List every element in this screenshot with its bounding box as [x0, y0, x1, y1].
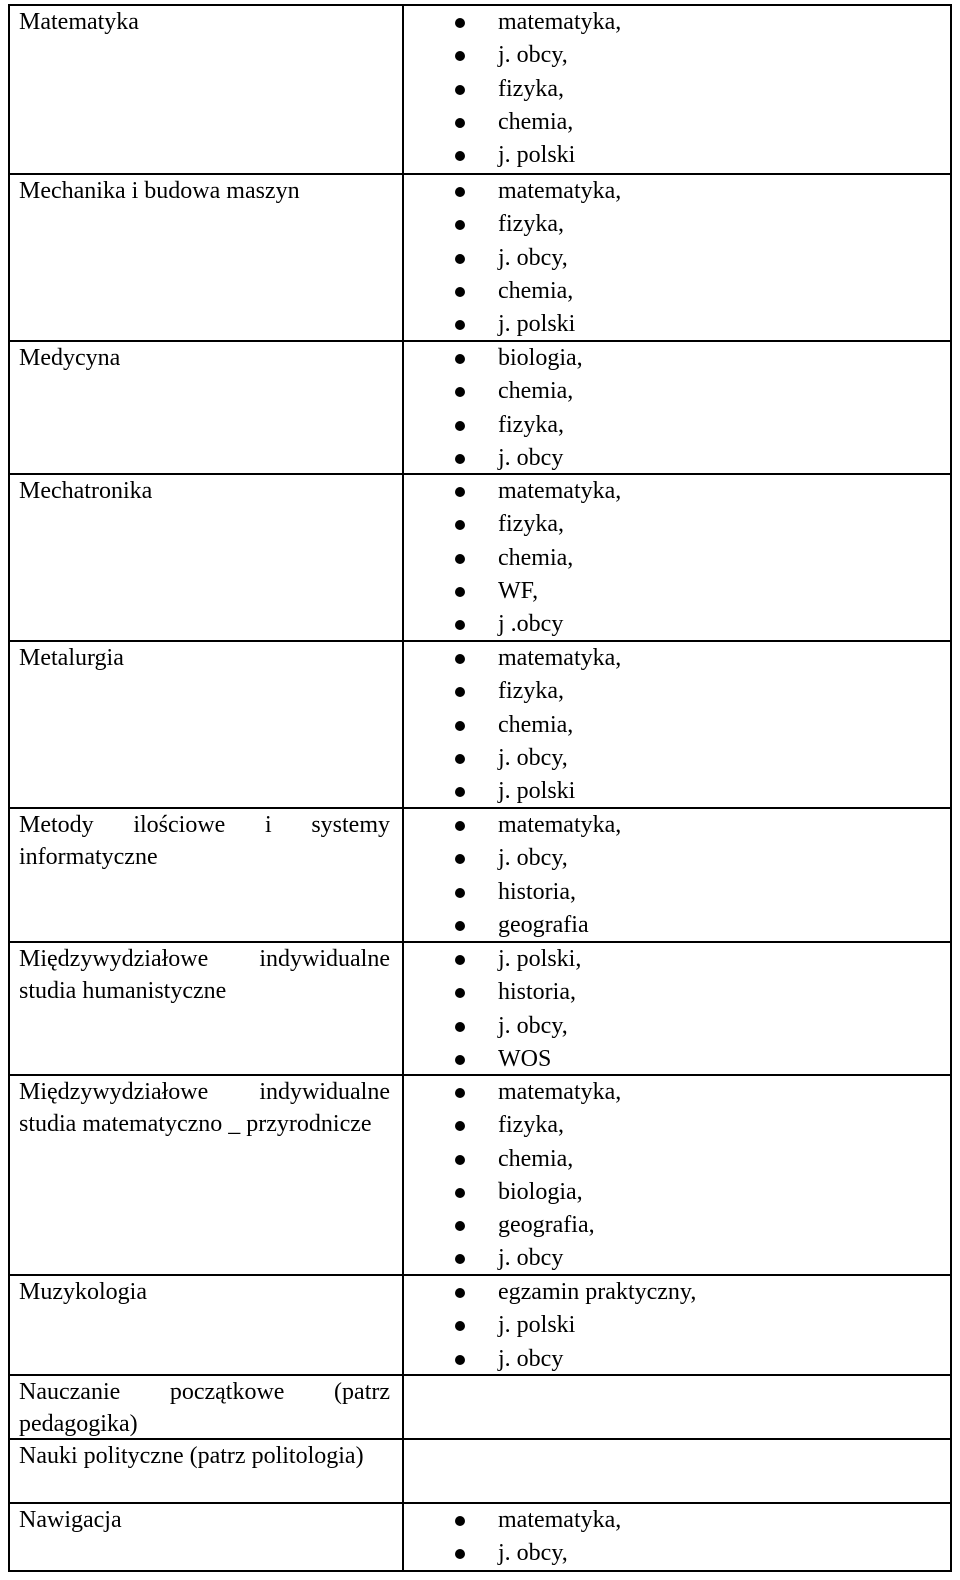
subject-label: fizyka,: [498, 211, 564, 238]
list-item: [404, 1343, 950, 1376]
list-item: [404, 1076, 950, 1109]
table-row: [10, 1374, 950, 1438]
bullet-icon: [455, 1549, 465, 1559]
bullet-icon: [455, 1355, 465, 1365]
bullet-icon: [455, 1088, 465, 1098]
subject-label: fizyka,: [498, 75, 564, 102]
subject-label: j. obcy,: [498, 1540, 568, 1567]
bullet-icon: [455, 1055, 465, 1065]
field-name: Nauczanie początkowe (patrz pedagogika): [10, 1376, 404, 1438]
bullet-icon: [455, 787, 465, 797]
bullet-icon: [455, 587, 465, 597]
bullet-icon: [455, 988, 465, 998]
subjects-cell: [404, 1276, 950, 1374]
subjects-cell: [404, 1076, 950, 1274]
subject-list: [404, 1504, 950, 1571]
list-item: [404, 442, 950, 475]
subject-label: j. polski: [498, 778, 576, 805]
subject-label: j. polski: [498, 311, 576, 338]
list-item: [404, 608, 950, 641]
subject-label: fizyka,: [498, 411, 564, 438]
table-row: [10, 807, 950, 941]
field-name: Mechatronika: [10, 475, 404, 640]
table-row: [10, 473, 950, 640]
bullet-icon: [455, 320, 465, 330]
subject-label: matematyka,: [498, 9, 622, 35]
subject-list: [404, 1276, 950, 1376]
subject-label: fizyka,: [498, 1112, 564, 1139]
bullet-icon: [455, 1022, 465, 1032]
subject-label: WOS: [498, 1045, 552, 1072]
list-item: [404, 709, 950, 742]
list-item: [404, 642, 950, 675]
field-name: Międzywydziałowe indywidualne studia matematyczno _ przyrodnicze: [10, 1076, 404, 1274]
list-item: [404, 742, 950, 775]
list-item: [404, 775, 950, 808]
list-item: [404, 1143, 950, 1176]
field-name: Międzywydziałowe indywidualne studia humanistyczne: [10, 943, 404, 1074]
subject-label: j. obcy,: [498, 1012, 568, 1039]
table-row: [10, 340, 950, 473]
subjects-cell: [404, 475, 950, 640]
bullet-icon: [455, 354, 465, 364]
bullet-icon: [455, 1516, 465, 1526]
list-item: [404, 175, 950, 208]
bullet-icon: [455, 85, 465, 95]
subject-label: chemia,: [498, 544, 574, 571]
subject-label: WF,: [498, 577, 539, 604]
subject-label: j .obcy: [498, 611, 564, 638]
field-name: Muzykologia: [10, 1276, 404, 1374]
subjects-cell: [404, 642, 950, 807]
field-name: Matematyka: [10, 6, 404, 173]
subject-label: historia,: [498, 878, 576, 905]
subject-label: matematyka,: [498, 178, 622, 204]
bullet-icon: [455, 187, 465, 197]
subject-label: geografia,: [498, 1212, 595, 1239]
subjects-cell: [404, 175, 950, 340]
subject-label: matematyka,: [498, 645, 622, 671]
bullet-icon: [455, 687, 465, 697]
list-item: [404, 208, 950, 241]
bullet-icon: [455, 921, 465, 931]
bullet-icon: [455, 118, 465, 128]
bullet-icon: [455, 1321, 465, 1331]
subject-label: matematyka,: [498, 1507, 622, 1533]
list-item: [404, 1242, 950, 1275]
list-item: [404, 39, 950, 72]
list-item: [404, 1504, 950, 1537]
table-row: [10, 1074, 950, 1274]
subject-label: j. obcy,: [498, 244, 568, 271]
list-item: [404, 575, 950, 608]
field-name: Nauki polityczne (patrz politologia): [10, 1440, 404, 1502]
list-item: [404, 6, 950, 39]
subject-list: [404, 642, 950, 808]
list-item: [404, 409, 950, 442]
table-row: [10, 173, 950, 340]
subject-label: chemia,: [498, 277, 574, 304]
subjects-cell: [404, 1376, 950, 1438]
list-item: [404, 1309, 950, 1342]
table-row: [10, 941, 950, 1074]
table-row: [10, 640, 950, 807]
subject-label: j. polski: [498, 1312, 576, 1339]
list-item: [404, 73, 950, 106]
list-item: [404, 1176, 950, 1209]
bullet-icon: [455, 955, 465, 965]
bullet-icon: [455, 1188, 465, 1198]
subject-list: [404, 809, 950, 942]
bullet-icon: [455, 454, 465, 464]
subject-label: chemia,: [498, 711, 574, 738]
subject-label: matematyka,: [498, 812, 622, 838]
list-item: [404, 242, 950, 275]
subject-label: biologia,: [498, 345, 583, 371]
list-item: [404, 375, 950, 408]
subject-label: j. obcy: [498, 1345, 564, 1372]
list-item: [404, 1209, 950, 1242]
list-item: [404, 842, 950, 875]
list-item: [404, 508, 950, 541]
bullet-icon: [455, 387, 465, 397]
bullet-icon: [455, 721, 465, 731]
list-item: [404, 876, 950, 909]
subject-label: j. obcy,: [498, 744, 568, 771]
bullet-icon: [455, 520, 465, 530]
bullet-icon: [455, 754, 465, 764]
subjects-cell: [404, 6, 950, 173]
subject-list: [404, 475, 950, 641]
table-row: [10, 1438, 950, 1502]
subject-label: j. obcy: [498, 1245, 564, 1272]
bullet-icon: [455, 1288, 465, 1298]
table-row: [10, 1274, 950, 1374]
bullet-icon: [455, 1121, 465, 1131]
table-row: [10, 6, 950, 173]
subject-list: [404, 1076, 950, 1276]
field-name: Mechanika i budowa maszyn: [10, 175, 404, 340]
list-item: [404, 1043, 950, 1076]
list-item: [404, 139, 950, 172]
bullet-icon: [455, 554, 465, 564]
subject-list: [404, 175, 950, 341]
field-name: Metalurgia: [10, 642, 404, 807]
subject-label: biologia,: [498, 1178, 583, 1205]
subject-list: [404, 943, 950, 1076]
subject-label: matematyka,: [498, 478, 622, 504]
bullet-icon: [455, 421, 465, 431]
bullet-icon: [455, 254, 465, 264]
bullet-icon: [455, 620, 465, 630]
admission-subjects-table: [8, 4, 952, 1572]
subject-label: j. polski: [498, 142, 576, 169]
subjects-cell: [404, 342, 950, 473]
subject-label: j. obcy: [498, 444, 564, 471]
list-item: [404, 542, 950, 575]
subject-label: fizyka,: [498, 511, 564, 538]
subjects-cell: [404, 809, 950, 941]
list-item: [404, 1276, 950, 1309]
table-row: [10, 1502, 950, 1570]
subjects-cell: [404, 943, 950, 1074]
list-item: [404, 675, 950, 708]
list-item: [404, 809, 950, 842]
bullet-icon: [455, 1155, 465, 1165]
list-item: [404, 342, 950, 375]
list-item: [404, 475, 950, 508]
subject-list: [404, 6, 950, 172]
field-name: Metody ilościowe i systemy informatyczne: [10, 809, 404, 941]
list-item: [404, 1537, 950, 1570]
subject-label: matematyka,: [498, 1079, 622, 1105]
list-item: [404, 1010, 950, 1043]
subject-label: chemia,: [498, 1145, 574, 1172]
subjects-cell: [404, 1440, 950, 1502]
list-item: [404, 275, 950, 308]
subject-label: j. obcy,: [498, 845, 568, 872]
subject-label: j. obcy,: [498, 42, 568, 69]
bullet-icon: [455, 287, 465, 297]
list-item: [404, 976, 950, 1009]
field-name: Nawigacja: [10, 1504, 404, 1570]
bullet-icon: [455, 888, 465, 898]
bullet-icon: [455, 821, 465, 831]
bullet-icon: [455, 854, 465, 864]
subject-label: geografia: [498, 911, 589, 938]
list-item: [404, 106, 950, 139]
subjects-cell: [404, 1504, 950, 1570]
list-item: [404, 943, 950, 976]
subject-label: egzamin praktyczny,: [498, 1279, 697, 1305]
bullet-icon: [455, 220, 465, 230]
list-item: [404, 1109, 950, 1142]
subject-label: chemia,: [498, 108, 574, 135]
list-item: [404, 909, 950, 942]
bullet-icon: [455, 1254, 465, 1264]
subject-label: fizyka,: [498, 678, 564, 705]
list-item: [404, 308, 950, 341]
subject-label: chemia,: [498, 378, 574, 405]
bullet-icon: [455, 1221, 465, 1231]
subject-label: j. polski,: [498, 946, 582, 972]
bullet-icon: [455, 18, 465, 28]
subject-list: [404, 342, 950, 475]
bullet-icon: [455, 487, 465, 497]
field-name: Medycyna: [10, 342, 404, 473]
bullet-icon: [455, 654, 465, 664]
subject-label: historia,: [498, 979, 576, 1006]
bullet-icon: [455, 51, 465, 61]
bullet-icon: [455, 151, 465, 161]
